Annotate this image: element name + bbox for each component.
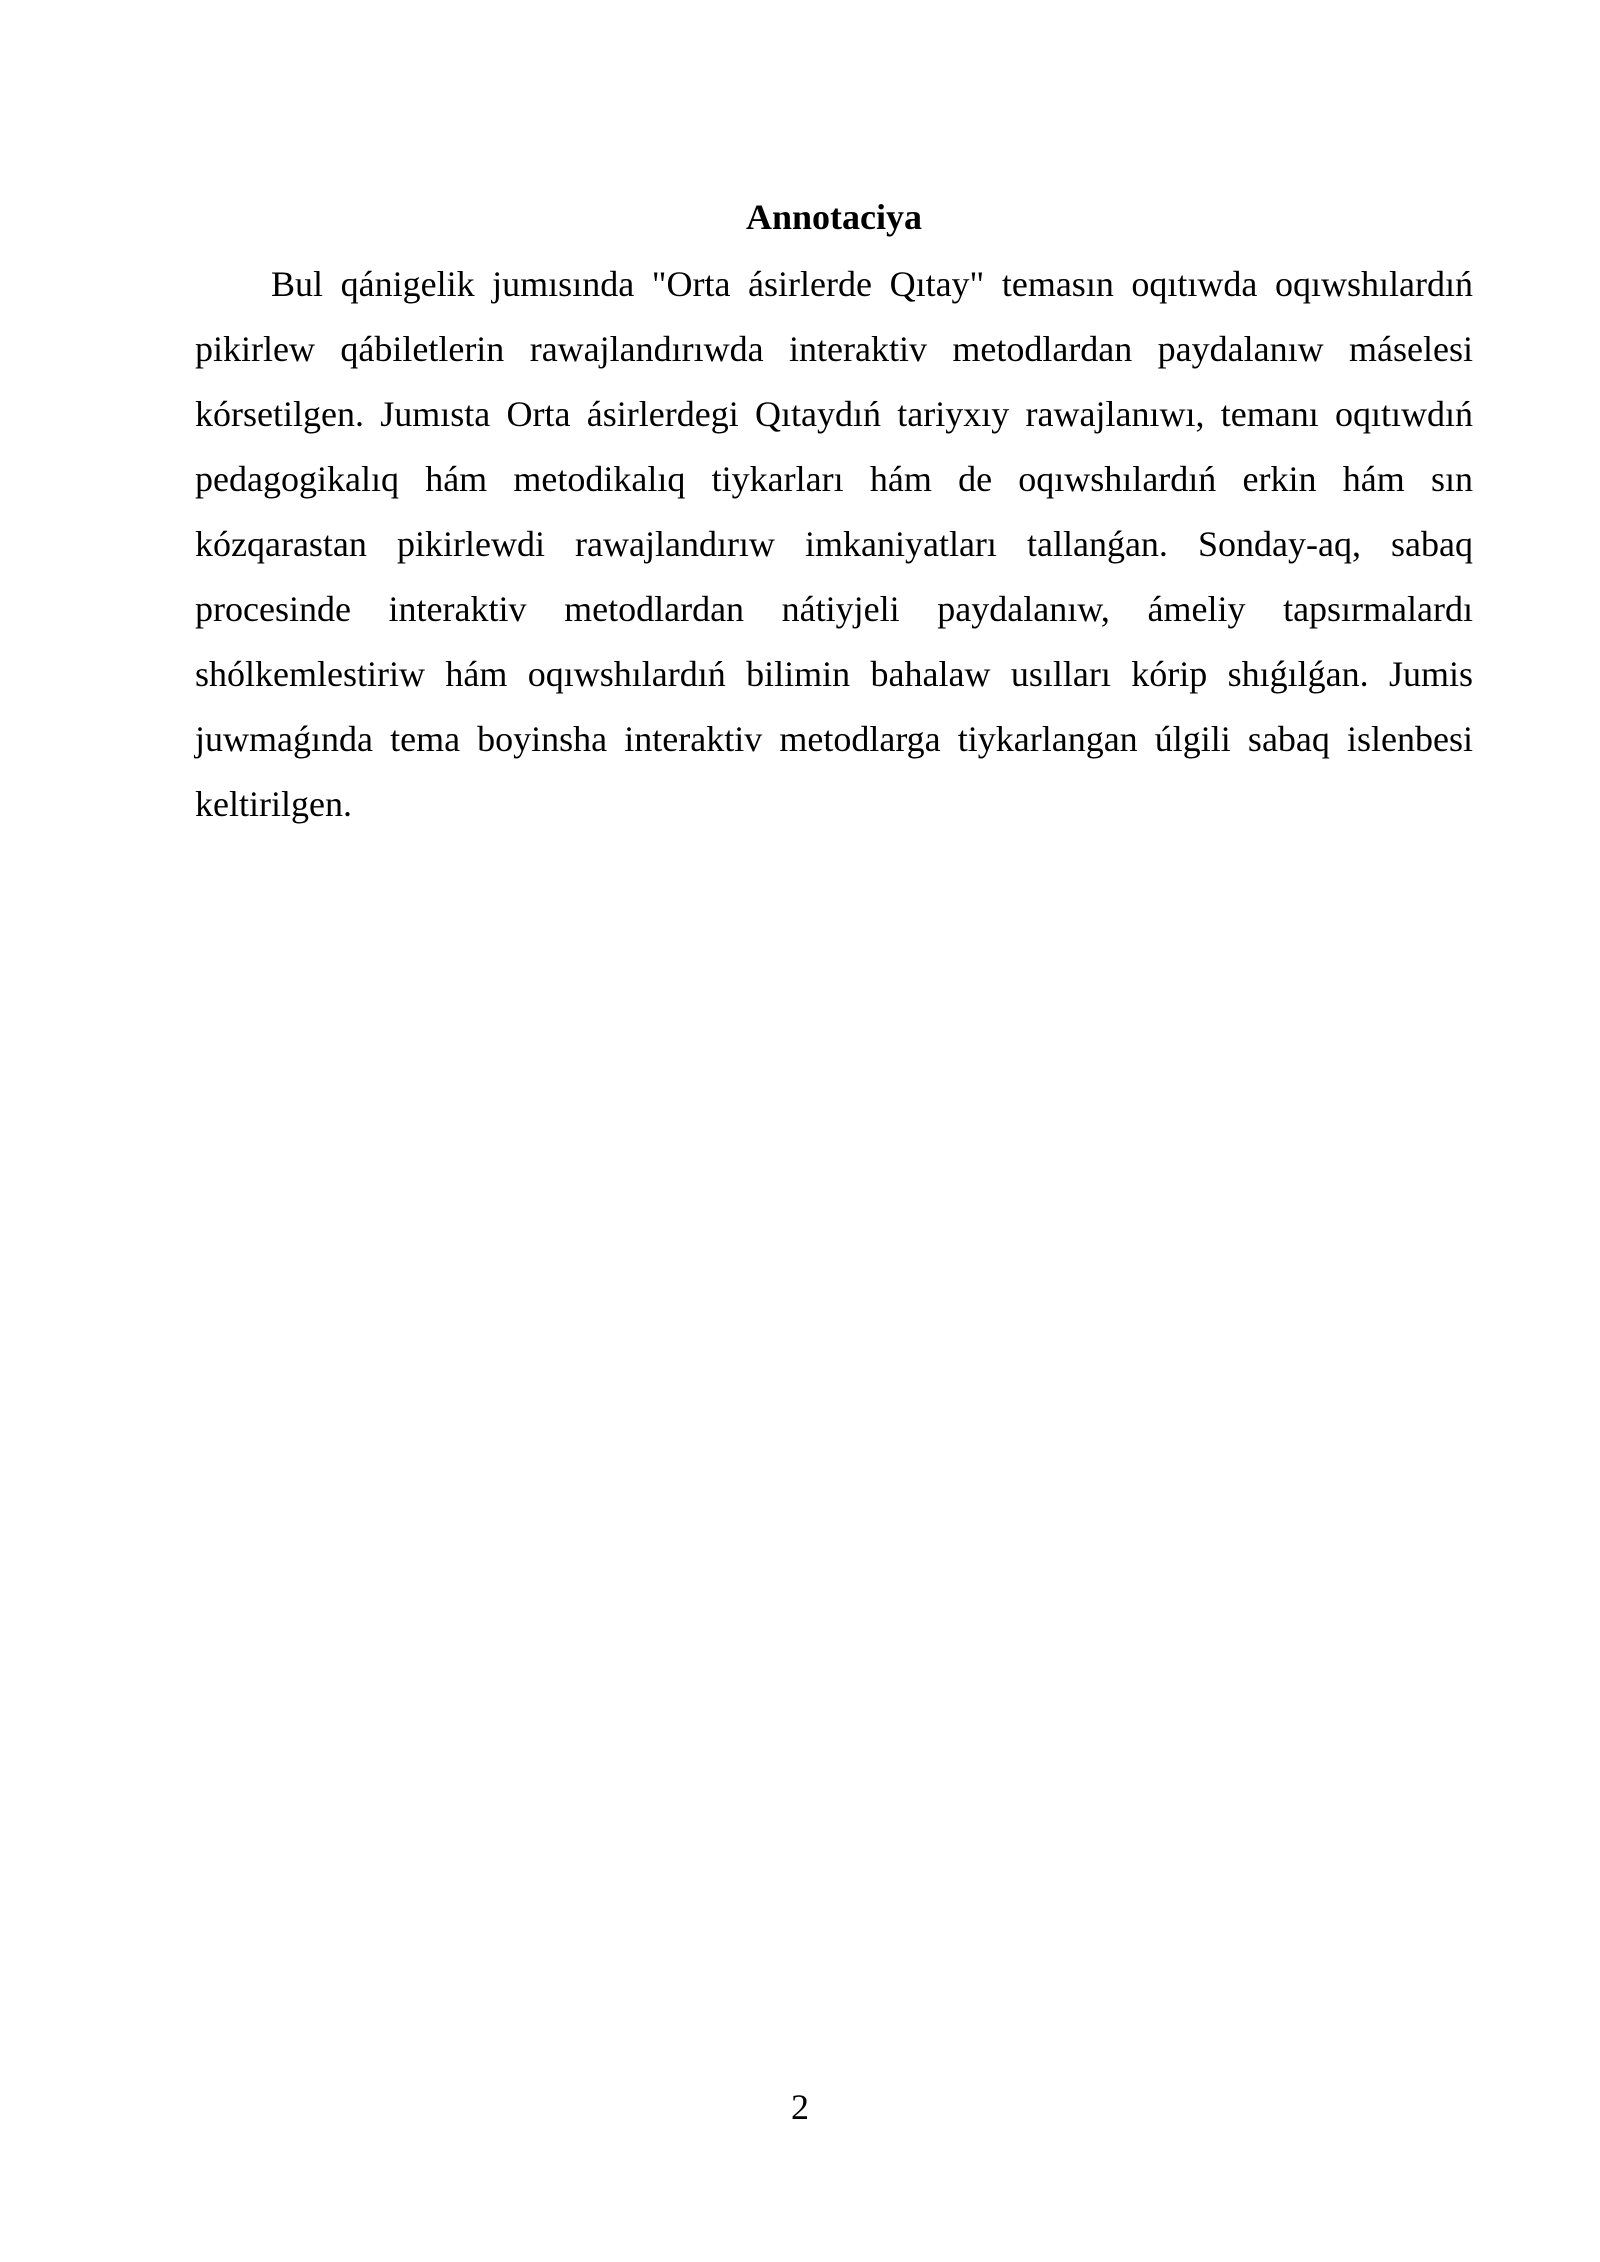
annotation-paragraph: Bul qánigelik jumısında "Orta ásirlerde Qıtay" temasın oqıtıwda oqıwshılardıń pikirlew qábiletlerin rawajlandırıwda interaktiv metodlardan paydalanıw máselesi kórsetilgen. Jumısta Orta ásirlerdegi Qıtaydıń tariyxıy rawajlanıwı, temanı oqıtıwdıń pedagogikalıq hám metodikalıq tiykarları hám de oqıwshılardıń erkin hám sın kózqarastan pikirlewdi rawajlandırıw imkaniyatları tallanǵan. Sonday-aq, sabaq procesinde interaktiv metodlardan nátiyjeli paydalanıw, ámeliy tapsırmalardı shólkemlestiriw hám oqıwshılardıń bilimin bahalaw usılları kórip shıǵılǵan. Jumis juwmaǵında tema boyinsha interaktiv metodlarga tiykarlangan úlgili sabaq islenbesi keltirilgen. — [195, 264, 1473, 824]
page-heading: Annotaciya — [745, 197, 922, 237]
page-number: 2 — [791, 2087, 809, 2127]
